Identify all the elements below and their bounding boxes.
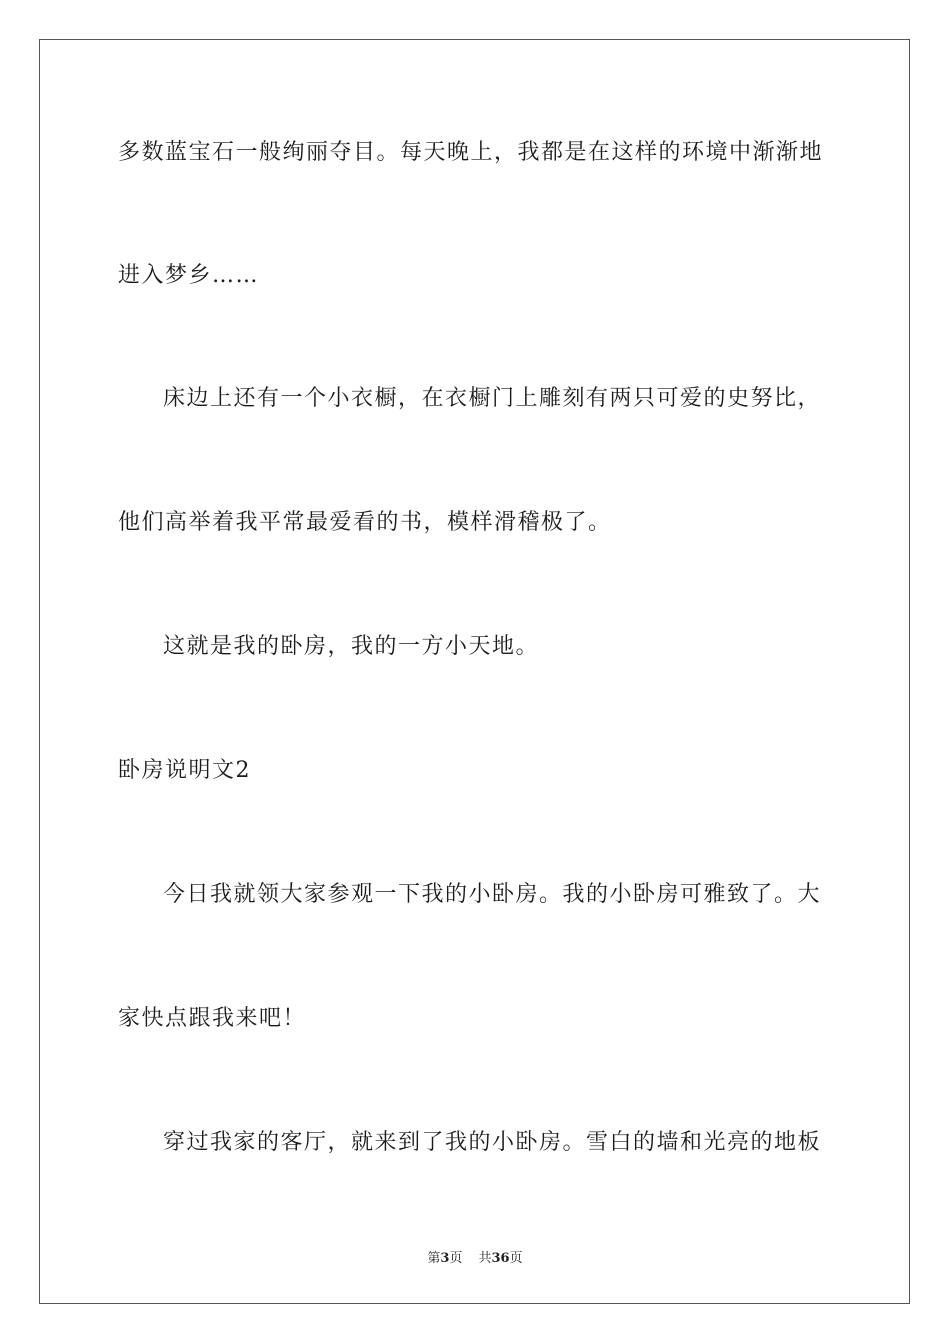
text-line: 床边上还有一个小衣橱，在衣橱门上雕刻有两只可爱的史努比， bbox=[163, 386, 822, 411]
page-frame bbox=[39, 39, 910, 1304]
footer-total-pages: 36 bbox=[491, 1251, 510, 1266]
text-line: 多数蓝宝石一般绚丽夺目。每天晚上，我都是在这样的环境中渐渐地 bbox=[118, 140, 824, 165]
footer-total-prefix: 共 bbox=[478, 1251, 492, 1266]
text-line: 穿过我家的客厅，就来到了我的小卧房。雪白的墙和光亮的地板 bbox=[163, 1130, 822, 1155]
text-line: 家快点跟我来吧！ bbox=[118, 1006, 307, 1031]
section-heading: 卧房说明文2 bbox=[118, 758, 251, 783]
footer-page-prefix: 第 bbox=[427, 1251, 441, 1266]
footer-page-number: 3 bbox=[440, 1251, 450, 1266]
text-line: 进入梦乡…… bbox=[118, 263, 260, 288]
footer-total-suffix: 页 bbox=[509, 1251, 523, 1266]
text-line: 这就是我的卧房，我的一方小天地。 bbox=[163, 634, 540, 659]
page-footer bbox=[0, 1247, 950, 1266]
text-line: 他们高举着我平常最爱看的书，模样滑稽极了。 bbox=[118, 510, 612, 535]
text-line: 今日我就领大家参观一下我的小卧房。我的小卧房可雅致了。大 bbox=[163, 882, 822, 907]
footer-page-suffix: 页 bbox=[449, 1251, 463, 1266]
